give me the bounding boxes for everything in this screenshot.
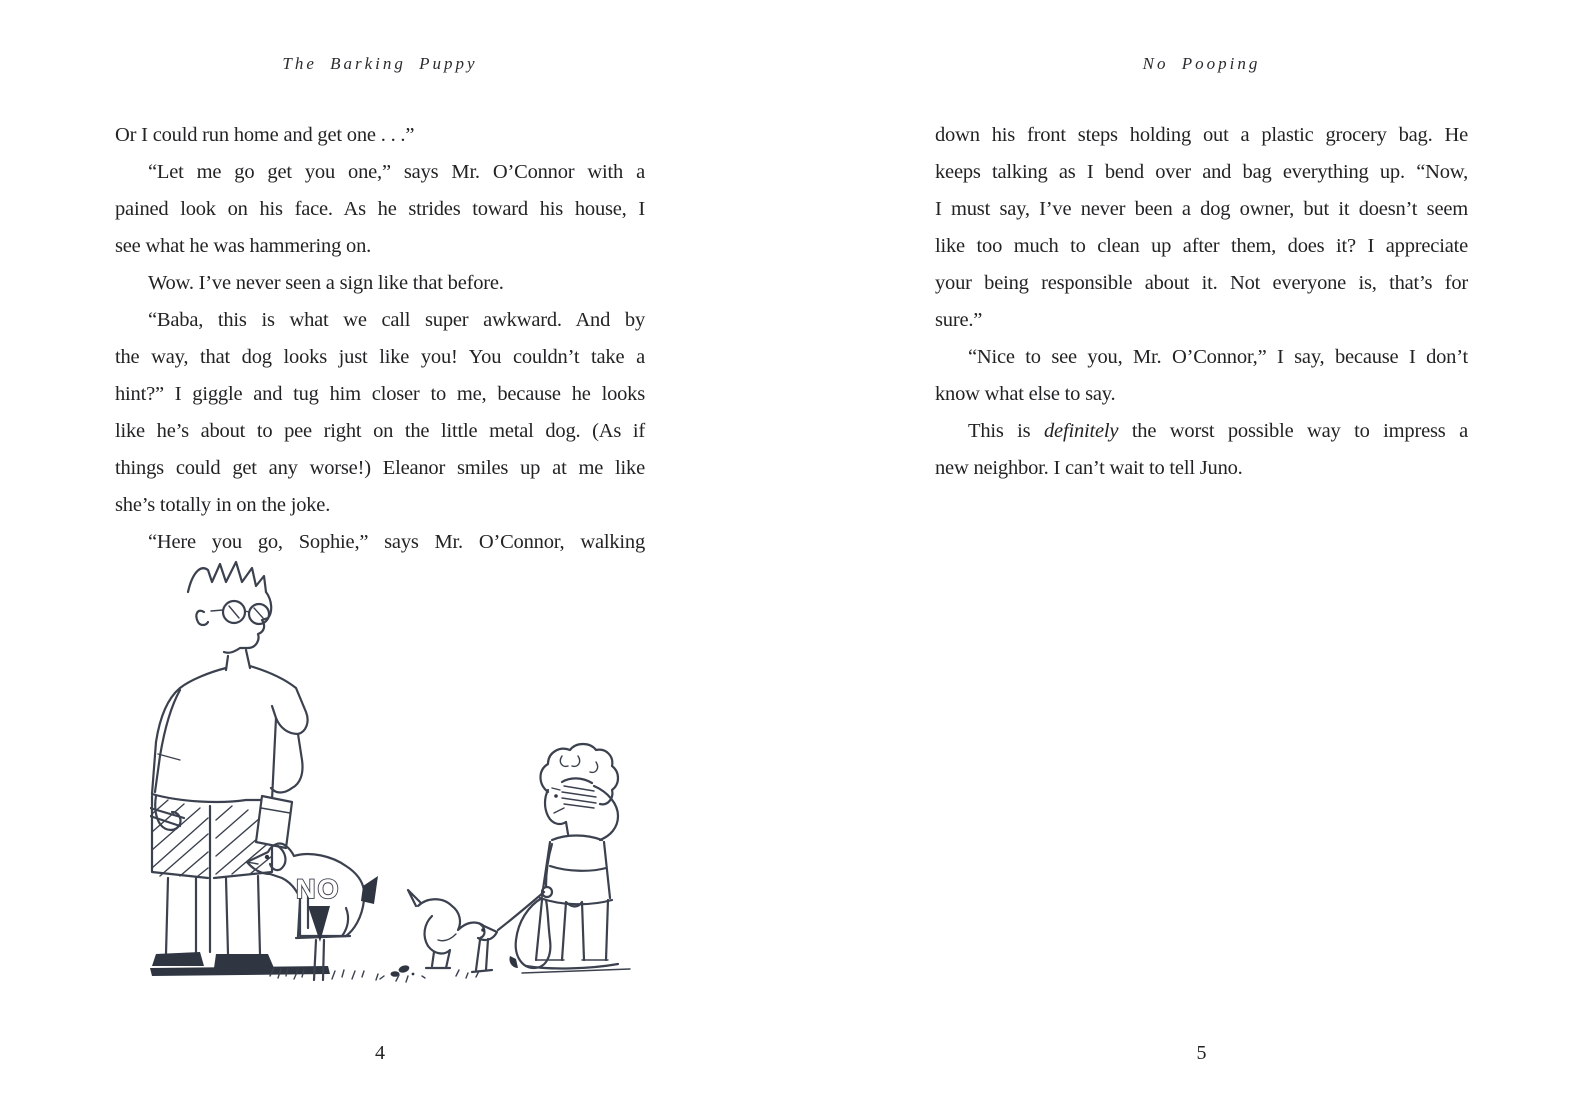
sign-text: NO xyxy=(296,874,341,904)
text-line: sure.” xyxy=(935,309,983,331)
right-running-head: No Pooping xyxy=(1142,54,1261,73)
no-pooping-illustration xyxy=(150,556,642,992)
text-line: I must say, I’ve never been a dog owner, but it doesn’t seem xyxy=(935,198,1468,220)
text-line: pained look on his face. As he strides toward his house, I xyxy=(115,198,645,220)
text-line: This is definitely the worst possible way to impress a xyxy=(968,420,1468,442)
text-line: “Let me go get you one,” says Mr. O’Connor with a xyxy=(148,161,645,183)
puppy-figure xyxy=(376,890,497,982)
left-page-number: 4 xyxy=(375,1042,385,1064)
text-line: she’s totally in on the joke. xyxy=(115,494,331,516)
text-line: “Here you go, Sophie,” says Mr. O’Connor, walking xyxy=(148,531,645,553)
text-line: your being responsible about it. Not everyone is, that’s for xyxy=(935,272,1468,294)
left-running-head: The Barking Puppy xyxy=(282,54,478,73)
man-figure xyxy=(150,562,330,976)
girl-figure xyxy=(509,744,630,973)
right-page-number: 5 xyxy=(1196,1042,1207,1064)
text-line: keeps talking as I bend over and bag everything up. “Now, xyxy=(935,161,1468,183)
text-line: “Baba, this is what we call super awkward. And by xyxy=(148,309,645,331)
text-line: down his front steps holding out a plastic grocery bag. He xyxy=(935,124,1468,146)
text-line: like he’s about to pee right on the little metal dog. (As if xyxy=(115,420,645,442)
text-line: know what else to say. xyxy=(935,383,1116,405)
glasses-icon xyxy=(211,601,269,624)
text-line: Or I could run home and get one . . .” xyxy=(115,124,415,146)
text-line: hint?” I giggle and tug him closer to me, because he looks xyxy=(115,383,645,405)
right-page-body xyxy=(935,117,1468,487)
text-line: Wow. I’ve never seen a sign like that before. xyxy=(148,272,504,294)
poop-marks xyxy=(380,964,425,979)
text-line: “Nice to see you, Mr. O’Connor,” I say, because I don’t xyxy=(968,346,1468,368)
text-line: things could get any worse!) Eleanor smiles up at me like xyxy=(115,457,645,479)
illustration xyxy=(150,556,642,992)
text-line: like too much to clean up after them, does it? I appreciate xyxy=(935,235,1468,257)
left-page-body xyxy=(115,117,645,561)
text-line: see what he was hammering on. xyxy=(115,235,372,257)
right-page xyxy=(935,0,1468,1116)
text-line: new neighbor. I can’t wait to tell Juno. xyxy=(935,457,1243,479)
text-line: the way, that dog looks just like you! You couldn’t take a xyxy=(115,346,645,368)
